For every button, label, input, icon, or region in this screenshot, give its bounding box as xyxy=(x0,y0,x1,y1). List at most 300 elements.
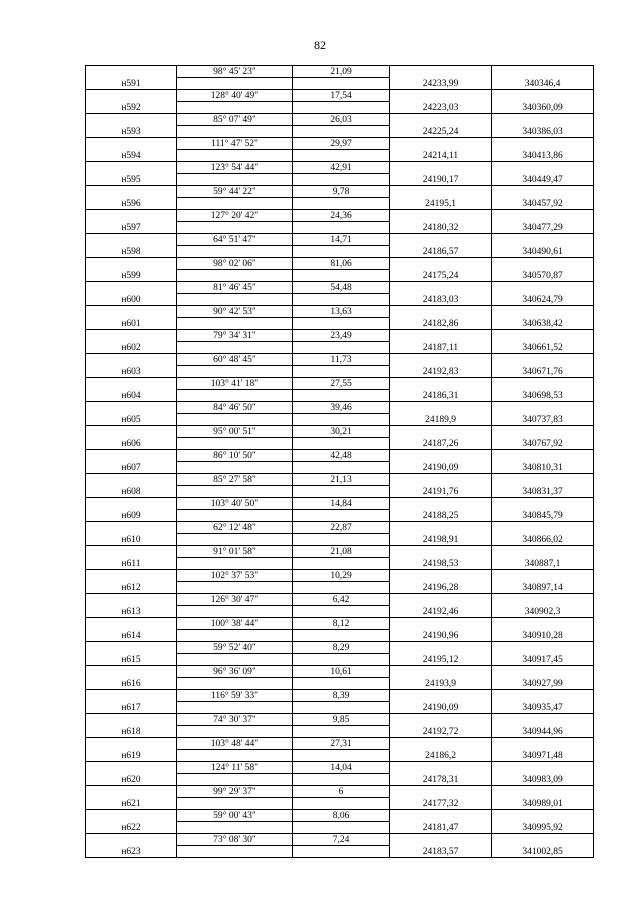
angle-cell: 85° 07' 49" xyxy=(177,114,293,126)
point-row xyxy=(86,798,594,810)
angle-cell-empty xyxy=(177,318,293,330)
x-coordinate-cell-empty xyxy=(390,138,492,150)
point-name-cell-empty xyxy=(86,474,177,486)
distance-cell: 24,36 xyxy=(293,210,390,222)
segment-row xyxy=(86,786,594,798)
angle-cell-empty xyxy=(177,510,293,522)
point-name-cell: н593 xyxy=(86,126,177,138)
x-coordinate-cell: 24196,28 xyxy=(390,582,492,594)
segment-row xyxy=(86,450,594,462)
y-coordinate-cell-empty xyxy=(492,738,594,750)
distance-cell-empty xyxy=(293,606,390,618)
point-name-cell-empty xyxy=(86,714,177,726)
y-coordinate-cell-empty xyxy=(492,114,594,126)
point-row xyxy=(86,438,594,450)
y-coordinate-cell: 340661,52 xyxy=(492,342,594,354)
angle-cell: 91° 01' 58" xyxy=(177,546,293,558)
x-coordinate-cell: 24233,99 xyxy=(390,78,492,90)
point-name-cell-empty xyxy=(86,522,177,534)
point-name-cell: н617 xyxy=(86,702,177,714)
x-coordinate-cell: 24193,9 xyxy=(390,678,492,690)
distance-cell: 26,03 xyxy=(293,114,390,126)
distance-cell: 27,31 xyxy=(293,738,390,750)
angle-cell-empty xyxy=(177,534,293,546)
y-coordinate-cell: 340897,14 xyxy=(492,582,594,594)
angle-cell-empty xyxy=(177,174,293,186)
segment-row xyxy=(86,642,594,654)
point-name-cell-empty xyxy=(86,162,177,174)
distance-cell-empty xyxy=(293,270,390,282)
segment-row xyxy=(86,282,594,294)
point-row xyxy=(86,606,594,618)
point-name-cell: н613 xyxy=(86,606,177,618)
x-coordinate-cell: 24183,03 xyxy=(390,294,492,306)
point-row xyxy=(86,174,594,186)
angle-cell-empty xyxy=(177,726,293,738)
x-coordinate-cell: 24214,11 xyxy=(390,150,492,162)
point-row xyxy=(86,822,594,834)
x-coordinate-cell: 24225,24 xyxy=(390,126,492,138)
point-name-cell: н609 xyxy=(86,510,177,522)
x-coordinate-cell-empty xyxy=(390,378,492,390)
angle-cell: 127° 20' 42" xyxy=(177,210,293,222)
point-name-cell-empty xyxy=(86,282,177,294)
x-coordinate-cell-empty xyxy=(390,762,492,774)
distance-cell: 8,06 xyxy=(293,810,390,822)
x-coordinate-cell: 24195,1 xyxy=(390,198,492,210)
y-coordinate-cell: 340983,09 xyxy=(492,774,594,786)
point-name-cell: н591 xyxy=(86,78,177,90)
y-coordinate-cell-empty xyxy=(492,834,594,846)
angle-cell: 73° 08' 30" xyxy=(177,834,293,846)
distance-cell: 21,09 xyxy=(293,66,390,78)
y-coordinate-cell-empty xyxy=(492,570,594,582)
distance-cell: 7,24 xyxy=(293,834,390,846)
angle-cell: 84° 46' 50" xyxy=(177,402,293,414)
point-name-cell: н616 xyxy=(86,678,177,690)
distance-cell: 6,42 xyxy=(293,594,390,606)
angle-cell-empty xyxy=(177,678,293,690)
point-row xyxy=(86,246,594,258)
angle-cell: 90° 42' 53" xyxy=(177,306,293,318)
segment-row xyxy=(86,594,594,606)
distance-cell-empty xyxy=(293,414,390,426)
point-row xyxy=(86,198,594,210)
y-coordinate-cell-empty xyxy=(492,546,594,558)
x-coordinate-cell-empty xyxy=(390,66,492,78)
angle-cell-empty xyxy=(177,102,293,114)
y-coordinate-cell: 340346,4 xyxy=(492,78,594,90)
point-name-cell-empty xyxy=(86,114,177,126)
angle-cell: 96° 36' 09" xyxy=(177,666,293,678)
point-name-cell: н603 xyxy=(86,366,177,378)
point-row xyxy=(86,150,594,162)
y-coordinate-cell: 341002,85 xyxy=(492,846,594,858)
angle-cell-empty xyxy=(177,342,293,354)
segment-row xyxy=(86,546,594,558)
segment-row xyxy=(86,666,594,678)
angle-cell: 64° 51' 47" xyxy=(177,234,293,246)
angle-cell: 102° 37' 53" xyxy=(177,570,293,582)
distance-cell-empty xyxy=(293,462,390,474)
point-name-cell-empty xyxy=(86,810,177,822)
x-coordinate-cell-empty xyxy=(390,522,492,534)
angle-cell: 99° 29' 37" xyxy=(177,786,293,798)
point-name-cell-empty xyxy=(86,306,177,318)
x-coordinate-cell: 24188,25 xyxy=(390,510,492,522)
point-name-cell-empty xyxy=(86,738,177,750)
segment-row xyxy=(86,114,594,126)
point-name-cell: н610 xyxy=(86,534,177,546)
point-name-cell: н605 xyxy=(86,414,177,426)
point-row xyxy=(86,342,594,354)
distance-cell-empty xyxy=(293,126,390,138)
angle-cell: 98° 45' 23" xyxy=(177,66,293,78)
y-coordinate-cell-empty xyxy=(492,162,594,174)
x-coordinate-cell: 24192,72 xyxy=(390,726,492,738)
table-body xyxy=(86,66,594,858)
angle-cell-empty xyxy=(177,294,293,306)
y-coordinate-cell: 340449,47 xyxy=(492,174,594,186)
angle-cell-empty xyxy=(177,582,293,594)
angle-cell: 124° 11' 58" xyxy=(177,762,293,774)
x-coordinate-cell-empty xyxy=(390,498,492,510)
segment-row xyxy=(86,690,594,702)
x-coordinate-cell: 24177,32 xyxy=(390,798,492,810)
point-row xyxy=(86,630,594,642)
y-coordinate-cell-empty xyxy=(492,762,594,774)
distance-cell: 13,63 xyxy=(293,306,390,318)
point-name-cell-empty xyxy=(86,546,177,558)
point-row xyxy=(86,678,594,690)
x-coordinate-cell: 24186,31 xyxy=(390,390,492,402)
segment-row xyxy=(86,714,594,726)
point-name-cell-empty xyxy=(86,618,177,630)
angle-cell-empty xyxy=(177,198,293,210)
segment-row xyxy=(86,474,594,486)
angle-cell-empty xyxy=(177,630,293,642)
angle-cell-empty xyxy=(177,606,293,618)
y-coordinate-cell: 340737,83 xyxy=(492,414,594,426)
y-coordinate-cell-empty xyxy=(492,450,594,462)
distance-cell: 6 xyxy=(293,786,390,798)
angle-cell-empty xyxy=(177,246,293,258)
point-name-cell-empty xyxy=(86,90,177,102)
distance-cell: 14,04 xyxy=(293,762,390,774)
x-coordinate-cell-empty xyxy=(390,714,492,726)
x-coordinate-cell-empty xyxy=(390,90,492,102)
point-name-cell: н621 xyxy=(86,798,177,810)
x-coordinate-cell: 24198,53 xyxy=(390,558,492,570)
x-coordinate-cell-empty xyxy=(390,690,492,702)
point-name-cell: н596 xyxy=(86,198,177,210)
distance-cell: 42,48 xyxy=(293,450,390,462)
angle-cell: 59° 52' 40" xyxy=(177,642,293,654)
point-row xyxy=(86,558,594,570)
point-name-cell: н599 xyxy=(86,270,177,282)
y-coordinate-cell: 340477,29 xyxy=(492,222,594,234)
distance-cell-empty xyxy=(293,846,390,858)
segment-row xyxy=(86,330,594,342)
x-coordinate-cell-empty xyxy=(390,330,492,342)
point-row xyxy=(86,534,594,546)
angle-cell: 60° 48' 45" xyxy=(177,354,293,366)
point-name-cell-empty xyxy=(86,330,177,342)
x-coordinate-cell-empty xyxy=(390,306,492,318)
x-coordinate-cell-empty xyxy=(390,618,492,630)
segment-row xyxy=(86,738,594,750)
angle-cell: 98° 02' 06" xyxy=(177,258,293,270)
y-coordinate-cell-empty xyxy=(492,642,594,654)
angle-cell-empty xyxy=(177,414,293,426)
y-coordinate-cell-empty xyxy=(492,306,594,318)
point-name-cell-empty xyxy=(86,450,177,462)
x-coordinate-cell: 24190,09 xyxy=(390,462,492,474)
y-coordinate-cell: 340457,92 xyxy=(492,198,594,210)
x-coordinate-cell: 24191,76 xyxy=(390,486,492,498)
segment-row xyxy=(86,762,594,774)
y-coordinate-cell: 340887,1 xyxy=(492,558,594,570)
x-coordinate-cell-empty xyxy=(390,546,492,558)
angle-cell-empty xyxy=(177,438,293,450)
x-coordinate-cell: 24187,11 xyxy=(390,342,492,354)
distance-cell: 17,54 xyxy=(293,90,390,102)
point-name-cell-empty xyxy=(86,642,177,654)
distance-cell: 9,85 xyxy=(293,714,390,726)
point-row xyxy=(86,582,594,594)
x-coordinate-cell: 24190,09 xyxy=(390,702,492,714)
distance-cell-empty xyxy=(293,774,390,786)
angle-cell: 103° 48' 44" xyxy=(177,738,293,750)
y-coordinate-cell: 340490,61 xyxy=(492,246,594,258)
y-coordinate-cell-empty xyxy=(492,402,594,414)
distance-cell: 10,61 xyxy=(293,666,390,678)
point-name-cell-empty xyxy=(86,354,177,366)
x-coordinate-cell-empty xyxy=(390,210,492,222)
point-name-cell: н620 xyxy=(86,774,177,786)
point-name-cell-empty xyxy=(86,594,177,606)
point-name-cell: н594 xyxy=(86,150,177,162)
distance-cell-empty xyxy=(293,798,390,810)
angle-cell: 116° 59' 33" xyxy=(177,690,293,702)
y-coordinate-cell: 340944,96 xyxy=(492,726,594,738)
y-coordinate-cell-empty xyxy=(492,498,594,510)
distance-cell: 27,55 xyxy=(293,378,390,390)
point-name-cell: н598 xyxy=(86,246,177,258)
y-coordinate-cell-empty xyxy=(492,522,594,534)
point-name-cell: н597 xyxy=(86,222,177,234)
segment-row xyxy=(86,210,594,222)
point-name-cell: н595 xyxy=(86,174,177,186)
distance-cell-empty xyxy=(293,222,390,234)
x-coordinate-cell-empty xyxy=(390,474,492,486)
y-coordinate-cell-empty xyxy=(492,594,594,606)
x-coordinate-cell-empty xyxy=(390,282,492,294)
x-coordinate-cell: 24223,03 xyxy=(390,102,492,114)
distance-cell-empty xyxy=(293,342,390,354)
y-coordinate-cell-empty xyxy=(492,66,594,78)
angle-cell-empty xyxy=(177,390,293,402)
segment-row xyxy=(86,570,594,582)
distance-cell-empty xyxy=(293,390,390,402)
distance-cell: 22,87 xyxy=(293,522,390,534)
angle-cell: 86° 10' 50" xyxy=(177,450,293,462)
x-coordinate-cell: 24186,2 xyxy=(390,750,492,762)
y-coordinate-cell: 340698,53 xyxy=(492,390,594,402)
distance-cell: 29,97 xyxy=(293,138,390,150)
x-coordinate-cell: 24192,46 xyxy=(390,606,492,618)
x-coordinate-cell: 24192,83 xyxy=(390,366,492,378)
x-coordinate-cell-empty xyxy=(390,114,492,126)
x-coordinate-cell: 24195,12 xyxy=(390,654,492,666)
point-name-cell-empty xyxy=(86,138,177,150)
distance-cell: 39,46 xyxy=(293,402,390,414)
y-coordinate-cell-empty xyxy=(492,354,594,366)
angle-cell: 128° 40' 49" xyxy=(177,90,293,102)
angle-cell: 59° 00' 43" xyxy=(177,810,293,822)
distance-cell-empty xyxy=(293,558,390,570)
y-coordinate-cell-empty xyxy=(492,90,594,102)
angle-cell: 79° 34' 31" xyxy=(177,330,293,342)
coordinates-table xyxy=(85,65,594,858)
distance-cell-empty xyxy=(293,702,390,714)
y-coordinate-cell-empty xyxy=(492,618,594,630)
angle-cell: 123° 54' 44" xyxy=(177,162,293,174)
distance-cell-empty xyxy=(293,174,390,186)
x-coordinate-cell-empty xyxy=(390,354,492,366)
point-name-cell-empty xyxy=(86,570,177,582)
angle-cell: 62° 12' 48" xyxy=(177,522,293,534)
y-coordinate-cell-empty xyxy=(492,666,594,678)
point-name-cell-empty xyxy=(86,690,177,702)
angle-cell: 85° 27' 58" xyxy=(177,474,293,486)
y-coordinate-cell-empty xyxy=(492,258,594,270)
angle-cell-empty xyxy=(177,750,293,762)
angle-cell-empty xyxy=(177,150,293,162)
distance-cell-empty xyxy=(293,318,390,330)
point-name-cell: н608 xyxy=(86,486,177,498)
y-coordinate-cell-empty xyxy=(492,810,594,822)
y-coordinate-cell: 340935,47 xyxy=(492,702,594,714)
distance-cell-empty xyxy=(293,582,390,594)
point-name-cell-empty xyxy=(86,186,177,198)
point-name-cell: н607 xyxy=(86,462,177,474)
x-coordinate-cell-empty xyxy=(390,738,492,750)
distance-cell-empty xyxy=(293,822,390,834)
point-name-cell-empty xyxy=(86,258,177,270)
angle-cell: 81° 46' 45" xyxy=(177,282,293,294)
point-name-cell-empty xyxy=(86,402,177,414)
angle-cell: 126° 30' 47" xyxy=(177,594,293,606)
point-row xyxy=(86,390,594,402)
segment-row xyxy=(86,306,594,318)
y-coordinate-cell: 340671,76 xyxy=(492,366,594,378)
y-coordinate-cell: 340360,09 xyxy=(492,102,594,114)
distance-cell-empty xyxy=(293,438,390,450)
point-row xyxy=(86,510,594,522)
segment-row xyxy=(86,618,594,630)
x-coordinate-cell: 24183,57 xyxy=(390,846,492,858)
distance-cell-empty xyxy=(293,294,390,306)
segment-row xyxy=(86,234,594,246)
point-row xyxy=(86,366,594,378)
y-coordinate-cell-empty xyxy=(492,186,594,198)
segment-row xyxy=(86,834,594,846)
point-row xyxy=(86,294,594,306)
segment-row xyxy=(86,402,594,414)
y-coordinate-cell: 340917,45 xyxy=(492,654,594,666)
angle-cell: 95° 00' 51" xyxy=(177,426,293,438)
point-name-cell-empty xyxy=(86,786,177,798)
angle-cell: 111° 47' 52" xyxy=(177,138,293,150)
point-row xyxy=(86,486,594,498)
segment-row xyxy=(86,186,594,198)
angle-cell-empty xyxy=(177,702,293,714)
angle-cell-empty xyxy=(177,846,293,858)
distance-cell: 21,13 xyxy=(293,474,390,486)
angle-cell: 59° 44' 22" xyxy=(177,186,293,198)
distance-cell-empty xyxy=(293,486,390,498)
point-name-cell: н602 xyxy=(86,342,177,354)
point-row xyxy=(86,846,594,858)
segment-row xyxy=(86,378,594,390)
x-coordinate-cell-empty xyxy=(390,426,492,438)
x-coordinate-cell-empty xyxy=(390,186,492,198)
angle-cell-empty xyxy=(177,558,293,570)
distance-cell: 30,21 xyxy=(293,426,390,438)
y-coordinate-cell-empty xyxy=(492,690,594,702)
point-name-cell-empty xyxy=(86,66,177,78)
distance-cell: 81,06 xyxy=(293,258,390,270)
point-name-cell: н604 xyxy=(86,390,177,402)
x-coordinate-cell-empty xyxy=(390,234,492,246)
point-name-cell-empty xyxy=(86,834,177,846)
angle-cell-empty xyxy=(177,78,293,90)
x-coordinate-cell: 24189,9 xyxy=(390,414,492,426)
point-name-cell: н600 xyxy=(86,294,177,306)
y-coordinate-cell: 340767,92 xyxy=(492,438,594,450)
point-name-cell: н606 xyxy=(86,438,177,450)
segment-row xyxy=(86,810,594,822)
x-coordinate-cell-empty xyxy=(390,258,492,270)
distance-cell-empty xyxy=(293,198,390,210)
distance-cell: 21,08 xyxy=(293,546,390,558)
segment-row xyxy=(86,498,594,510)
x-coordinate-cell: 24180,32 xyxy=(390,222,492,234)
angle-cell-empty xyxy=(177,774,293,786)
y-coordinate-cell: 340971,48 xyxy=(492,750,594,762)
x-coordinate-cell: 24186,57 xyxy=(390,246,492,258)
segment-row xyxy=(86,258,594,270)
segment-row xyxy=(86,522,594,534)
point-name-cell-empty xyxy=(86,378,177,390)
y-coordinate-cell: 340995,92 xyxy=(492,822,594,834)
x-coordinate-cell-empty xyxy=(390,786,492,798)
distance-cell: 23,49 xyxy=(293,330,390,342)
x-coordinate-cell: 24181,47 xyxy=(390,822,492,834)
segment-row xyxy=(86,162,594,174)
x-coordinate-cell: 24198,91 xyxy=(390,534,492,546)
y-coordinate-cell: 340570,87 xyxy=(492,270,594,282)
y-coordinate-cell: 340927,99 xyxy=(492,678,594,690)
angle-cell-empty xyxy=(177,222,293,234)
segment-row xyxy=(86,138,594,150)
point-row xyxy=(86,414,594,426)
x-coordinate-cell: 24187,26 xyxy=(390,438,492,450)
distance-cell-empty xyxy=(293,630,390,642)
point-name-cell: н611 xyxy=(86,558,177,570)
angle-cell-empty xyxy=(177,126,293,138)
